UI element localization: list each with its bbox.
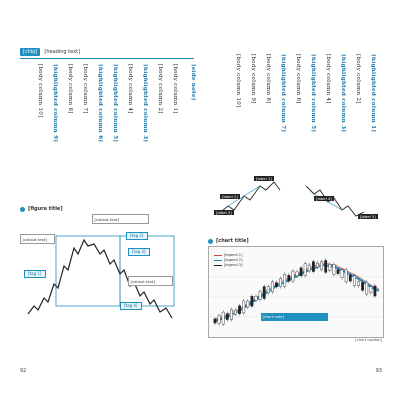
legend-item: [legend 1] (214, 253, 243, 258)
callout-mid: [callout text] (128, 276, 173, 286)
candle-body (259, 291, 261, 299)
text-column: [body column 2] (157, 64, 163, 114)
chart-legend (214, 253, 243, 268)
legend-item: [legend 3] (214, 263, 243, 268)
chart-note: [chart note] (261, 313, 328, 321)
candle-body (361, 282, 363, 290)
candle-body (271, 282, 273, 292)
legend-item: [legend 2] (214, 258, 243, 263)
pattern-illustration (214, 176, 380, 224)
candle-body (345, 270, 347, 282)
candle-body (320, 262, 322, 270)
candle-body (333, 264, 335, 274)
text-column: [body column 9] (250, 54, 256, 104)
candle-body (296, 272, 298, 276)
figure-label (20, 206, 63, 212)
section-heading: [heading text] (44, 49, 80, 55)
candle-body (304, 264, 306, 276)
text-column: [highlighted column 9] (52, 64, 58, 143)
mini-label: [label 1] (256, 176, 272, 181)
candle-body (255, 296, 257, 300)
chart-label (208, 238, 249, 244)
text-column: [body column 4] (127, 64, 133, 114)
right-page (208, 46, 382, 374)
text-column: [highlighted column 7] (280, 54, 286, 133)
candle-body (316, 263, 318, 267)
stock-chart (208, 246, 384, 338)
text-column: [body column 8] (265, 54, 271, 104)
chart-title: [chart title] (216, 238, 249, 244)
candle-body (300, 268, 302, 276)
candle-body (349, 275, 351, 281)
section-header (20, 46, 194, 58)
text-column: [body column 7] (82, 64, 88, 114)
phase-tag: [tag 3] (128, 248, 150, 256)
cycle-box (120, 236, 174, 306)
candle-body (312, 262, 314, 272)
bullet-icon (208, 239, 213, 244)
candle-body (247, 301, 249, 307)
callout-left: [callout text] (20, 234, 55, 244)
candle-body (341, 270, 343, 278)
phase-tag: [tag 1] (24, 270, 46, 278)
candle-body (222, 312, 224, 324)
text-column: [highlighted column 1] (370, 54, 376, 133)
header-rule (20, 58, 194, 59)
candle-body (214, 319, 216, 323)
candle-body (374, 286, 376, 296)
left-page (20, 46, 196, 374)
figure-title: [figure title] (28, 206, 63, 212)
candle-body (263, 287, 265, 299)
candle-body (366, 282, 368, 294)
text-column: [body column 6] (295, 54, 301, 104)
candle-body (251, 296, 253, 306)
text-column: [body column 10] (37, 64, 43, 118)
candle-body (230, 309, 232, 319)
candle-body (238, 306, 240, 314)
mini-label: [label 5] (360, 214, 376, 219)
chart-caption: [chart caption] (355, 338, 382, 342)
pattern-svg (214, 176, 380, 224)
mini-label: [label 3] (216, 210, 232, 215)
cycle-diagram (20, 214, 194, 332)
candle-body (329, 264, 331, 270)
text-column: [highlighted column 3] (340, 54, 346, 133)
page-number-left: 92 (20, 368, 27, 374)
bullet-icon (20, 207, 25, 212)
candle-body (226, 314, 228, 320)
mini-label: [label 4] (316, 196, 332, 201)
side-note: [side note] (190, 64, 196, 101)
candle-body (325, 260, 327, 272)
candle-body (243, 301, 245, 313)
phase-tag: [tag 2] (126, 232, 148, 240)
text-column: [highlighted column 5] (310, 54, 316, 133)
text-column: [highlighted column 5] (112, 64, 118, 143)
candle-body (218, 316, 220, 324)
candle-body (353, 276, 355, 286)
text-column: [body column 4] (325, 54, 331, 104)
candle-body (284, 274, 286, 286)
candle-body (275, 283, 277, 287)
phase-tag: [tag 4] (120, 302, 142, 310)
text-column: [body column 2] (355, 54, 361, 104)
text-column: [body column 8] (67, 64, 73, 114)
text-column: [body column 10] (235, 54, 241, 108)
section-chip: [chip] (20, 48, 40, 56)
downtrend-line (306, 186, 364, 216)
candle-body (337, 270, 339, 274)
cycle-diagram-svg (20, 214, 194, 332)
text-column: [highlighted column 6] (97, 64, 103, 143)
text-column: [body column 1] (172, 64, 178, 114)
mini-label: [label 2] (222, 194, 238, 199)
page-number-right: 93 (375, 368, 382, 374)
candle-body (234, 310, 236, 314)
candle-body (279, 279, 281, 287)
callout-top: [callout text] (92, 214, 149, 224)
text-column: [highlighted column 3] (142, 64, 148, 143)
candle-body (370, 287, 372, 293)
candle-body (292, 271, 294, 281)
candle-body (288, 275, 290, 281)
candle-body (308, 265, 310, 271)
candle-body (357, 282, 359, 286)
candle-body (267, 287, 269, 293)
